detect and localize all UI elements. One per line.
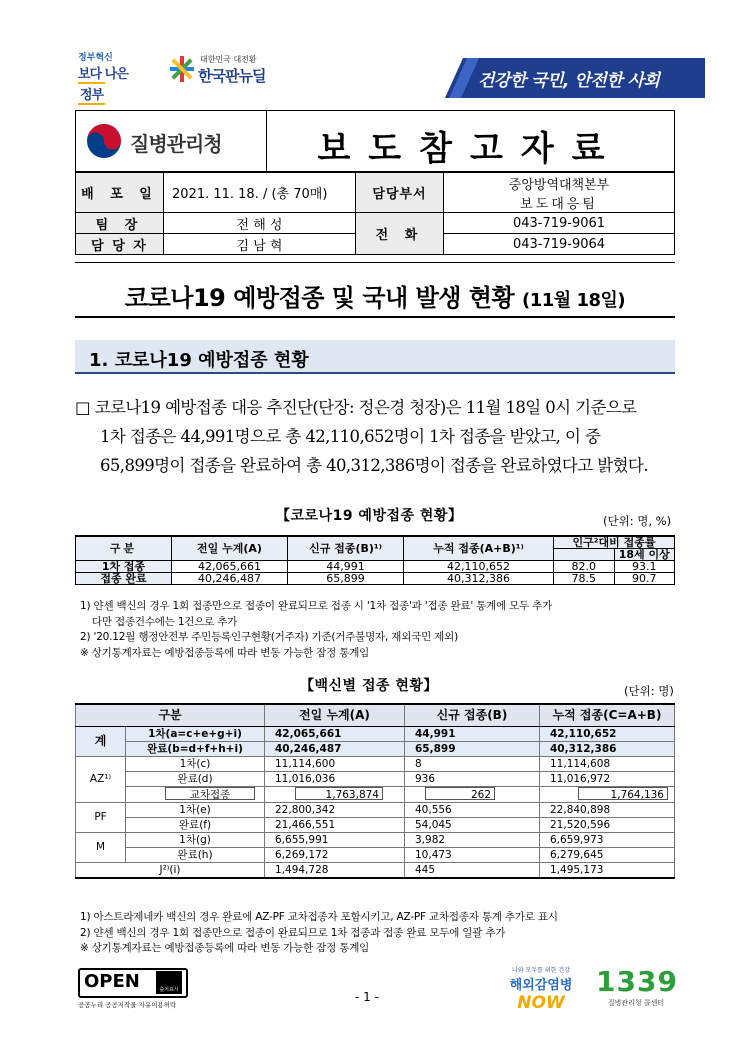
table-row [76, 786, 675, 802]
slogan-text: 건강한 국민, 안전한 사회 [478, 71, 660, 91]
open-license-logo [78, 968, 188, 1012]
logo1-line1: 정부혁신 [78, 53, 113, 63]
t2-az-label: AZ¹⁾ [76, 756, 126, 802]
table-row [76, 832, 675, 847]
t2-cell: 6,279,645 [540, 847, 675, 862]
t2-cell: 11,016,972 [540, 771, 675, 786]
note: 2) 얀센 백신의 경우 1회 접종만으로 접종이 완료되므로 1차 접종과 접종 완료 모두에 일괄 추가 [80, 926, 506, 939]
t2-cross-cum: 1,764,136 [578, 787, 668, 800]
table1-unit: (단위: 명, %) [603, 514, 672, 528]
t1-cell: 40,312,386 [404, 573, 554, 585]
staff-label: 담 당 자 [76, 234, 164, 255]
t2-cell: 22,800,342 [265, 802, 405, 817]
table-row [76, 847, 675, 862]
table1-notes [80, 599, 680, 661]
now-line2: 해외감염병 [509, 978, 573, 993]
phone-1: 043-719-9061 [444, 213, 675, 234]
t2-cell: 65,899 [405, 741, 540, 756]
t2-cross-prev: 1,763,874 [295, 787, 383, 800]
section-1-title: 1. 코로나19 예방접종 현황 [89, 350, 309, 371]
t2-header-prev: 전일 누계(A) [265, 704, 405, 726]
t2-cell: 완료(f) [126, 817, 265, 832]
table-row [76, 726, 675, 741]
phone-label: 전 화 [356, 213, 444, 255]
korean-new-deal-logo [170, 52, 290, 88]
date-value: 2021. 11. 18. / (총 70매) [164, 173, 356, 213]
kdca-emblem-icon [86, 123, 122, 159]
table-row [76, 771, 675, 786]
table-row [76, 573, 675, 585]
open-badge: 출처표시 [156, 971, 182, 994]
note: ※ 상기통계자료는 예방접종등록에 따라 변동 가능한 잠정 통계임 [80, 646, 370, 659]
dept-value [444, 173, 675, 213]
vaccination-status-table [75, 535, 675, 585]
call-sub: 질병관리청 콜센터 [607, 999, 665, 1007]
t2-cell: 11,114,600 [265, 756, 405, 771]
t2-cell: 6,659,973 [540, 832, 675, 847]
t2-cell: 1,494,728 [265, 862, 405, 878]
note: 1) 얀센 백신의 경우 1회 접종만으로 접종이 완료되므로 접종 시 '1차 접종'과 '접종 완료' 통계에 모두 추가 [80, 600, 553, 612]
divider-bottom [75, 316, 675, 318]
t1-header-prev: 전일 누계(A) [172, 536, 288, 561]
t2-cell: 42,065,661 [265, 726, 405, 741]
t1-cell: 65,899 [288, 573, 404, 585]
t1-cell: 42,065,661 [172, 561, 288, 573]
t2-cell: 1차(g) [126, 832, 265, 847]
title-box [75, 110, 675, 172]
document-type-title: 보도참고자료 [317, 129, 623, 169]
t1-subheader-total [554, 549, 615, 560]
t2-cell: 10,473 [405, 847, 540, 862]
phone-2: 043-719-9064 [444, 234, 675, 255]
call-number: 1339 [596, 965, 678, 998]
t2-cell: 54,045 [405, 817, 540, 832]
table-row [76, 802, 675, 817]
logo2-line1: 대한민국 대전환 [200, 55, 257, 64]
note: 다만 접종건수에는 1건으로 추가 [92, 615, 238, 628]
page-number: - 1 - [355, 990, 379, 1004]
t2-cell: 11,016,036 [265, 771, 405, 786]
note: 2) '20.12월 행정안전부 주민등록인구현황(거주자) 기준(거주불명자, 재외국민 제외) [80, 631, 458, 643]
paragraph-line-2: 1차 접종은 44,991명으로 총 42,110,652명이 1차 접종을 받았고, 이 중 [100, 427, 601, 446]
t2-header-category: 구분 [76, 704, 265, 726]
now-line3: NOW [517, 993, 565, 1013]
t2-j-label: J²⁾(i) [76, 862, 265, 878]
t1-cell: 78.5 [554, 573, 615, 585]
t2-cell: 40,246,487 [265, 741, 405, 756]
t1-cell: 42,110,652 [404, 561, 554, 573]
t1-cell: 93.1 [614, 561, 675, 573]
paragraph-line-3: 65,899명이 접종을 완료하여 총 40,312,386명이 접종을 완료하였다고 밝혔다. [100, 456, 648, 475]
logo2-line2: 한국판뉴딜 [198, 67, 266, 85]
t2-total-label: 계 [76, 726, 126, 756]
t2-cell: 40,556 [405, 802, 540, 817]
open-text: OPEN [84, 971, 140, 992]
date-label: 배 포 일 [76, 173, 164, 213]
t2-cell: 6,655,991 [265, 832, 405, 847]
table2-caption: 【백신별 접종 현황】 [300, 678, 438, 694]
t1-row2-label: 접종 완료 [76, 573, 172, 585]
new-deal-star-icon [170, 56, 194, 82]
t2-cell: 1차(a=c+e+g+i) [126, 726, 265, 741]
dept-value-2: 보도대응팀 [520, 196, 598, 212]
main-heading [75, 278, 675, 313]
government-innovation-logo [78, 50, 156, 103]
t2-cell: 완료(b=d+f+h+i) [126, 741, 265, 756]
t1-cell: 40,246,487 [172, 573, 288, 585]
table2-notes [80, 910, 680, 957]
main-heading-text: 코로나19 예방접종 및 국내 발생 현황 [124, 284, 515, 312]
summary-paragraph [75, 393, 685, 480]
t2-cell: 1차(e) [126, 802, 265, 817]
t2-cross-label: 교차접종 [165, 787, 255, 800]
t2-m-label: M [76, 832, 126, 862]
table1-caption: 【코로나19 예방접종 현황】 [276, 508, 463, 524]
t2-cell: 3,982 [405, 832, 540, 847]
t1-header-new: 신규 접종(B)¹⁾ [288, 536, 404, 561]
table-row [76, 561, 675, 573]
section-1-header [75, 340, 675, 374]
table-row [76, 862, 675, 878]
t1-row1-label: 1차 접종 [76, 561, 172, 573]
t2-header-new: 신규 접종(B) [405, 704, 540, 726]
t1-cell: 44,991 [288, 561, 404, 573]
t2-cross-new: 262 [425, 787, 495, 800]
t2-cell: 936 [405, 771, 540, 786]
t2-cell: 21,520,596 [540, 817, 675, 832]
open-sub: 공공누리 공공저작물 자유이용허락 [78, 1001, 177, 1009]
t2-cell: 42,110,652 [540, 726, 675, 741]
logo1-line2a: 보다 나은 [78, 67, 128, 82]
t2-cell: 1차(c) [126, 756, 265, 771]
t2-cell: 21,466,551 [265, 817, 405, 832]
t2-pf-label: PF [76, 802, 126, 832]
t2-cell: 11,114,608 [540, 756, 675, 771]
t2-cell: 6,269,172 [265, 847, 405, 862]
table-row [76, 756, 675, 771]
t2-cell: 22,840,898 [540, 802, 675, 817]
dept-label: 담당부서 [356, 173, 444, 213]
overseas-infection-now-logo [500, 965, 582, 1015]
table-row [76, 741, 675, 756]
main-heading-date: (11월 18일) [522, 290, 626, 311]
paragraph-line-1: □ 코로나19 예방접종 대응 추진단(단장: 정은경 청장)은 11월 18일 0시 기준으로 [75, 398, 637, 417]
t1-header-category: 구분 [76, 536, 172, 561]
t2-cell: 8 [405, 756, 540, 771]
vaccine-type-table [75, 703, 675, 879]
dept-value-1: 중앙방역대책본부 [508, 177, 610, 193]
table2-unit: (단위: 명) [624, 684, 674, 698]
staff-value: 김 남 혁 [164, 234, 356, 255]
release-info-table [75, 172, 675, 255]
agency-name: 질병관리청 [130, 132, 222, 156]
logo1-line2b: 정부 [78, 82, 105, 105]
t1-subheader-18plus: 18세 이상 [618, 548, 670, 561]
lead-label: 팀 장 [76, 213, 164, 234]
now-line1: 나와 모두를 위한 건강 [512, 967, 570, 974]
lead-value: 전 해 성 [164, 213, 356, 234]
note: ※ 상기통계자료는 예방접종등록에 따라 변동 가능한 잠정 통계임 [80, 942, 370, 954]
kdca-call-center-logo [596, 965, 676, 1015]
t1-cell: 90.7 [614, 573, 675, 585]
t1-header-rate: 인구²대비 접종률 [572, 536, 656, 549]
t2-cell: 1,495,173 [540, 862, 675, 878]
t2-cell: 40,312,386 [540, 741, 675, 756]
t2-cell: 44,991 [405, 726, 540, 741]
t2-header-cum: 누적 접종(C=A+B) [540, 704, 675, 726]
t1-cell: 82.0 [554, 561, 615, 573]
divider-top [75, 262, 675, 263]
table-row [76, 817, 675, 832]
t2-cell: 완료(h) [126, 847, 265, 862]
t2-cell: 445 [405, 862, 540, 878]
note: 1) 아스트라제네카 백신의 경우 완료에 AZ-PF 교차접종자 포함시키고, AZ-PF 교차접종자 통계 추가로 표시 [80, 911, 558, 923]
t1-header-cum: 누적 접종(A+B)¹⁾ [404, 536, 554, 561]
t2-cell: 완료(d) [126, 771, 265, 786]
